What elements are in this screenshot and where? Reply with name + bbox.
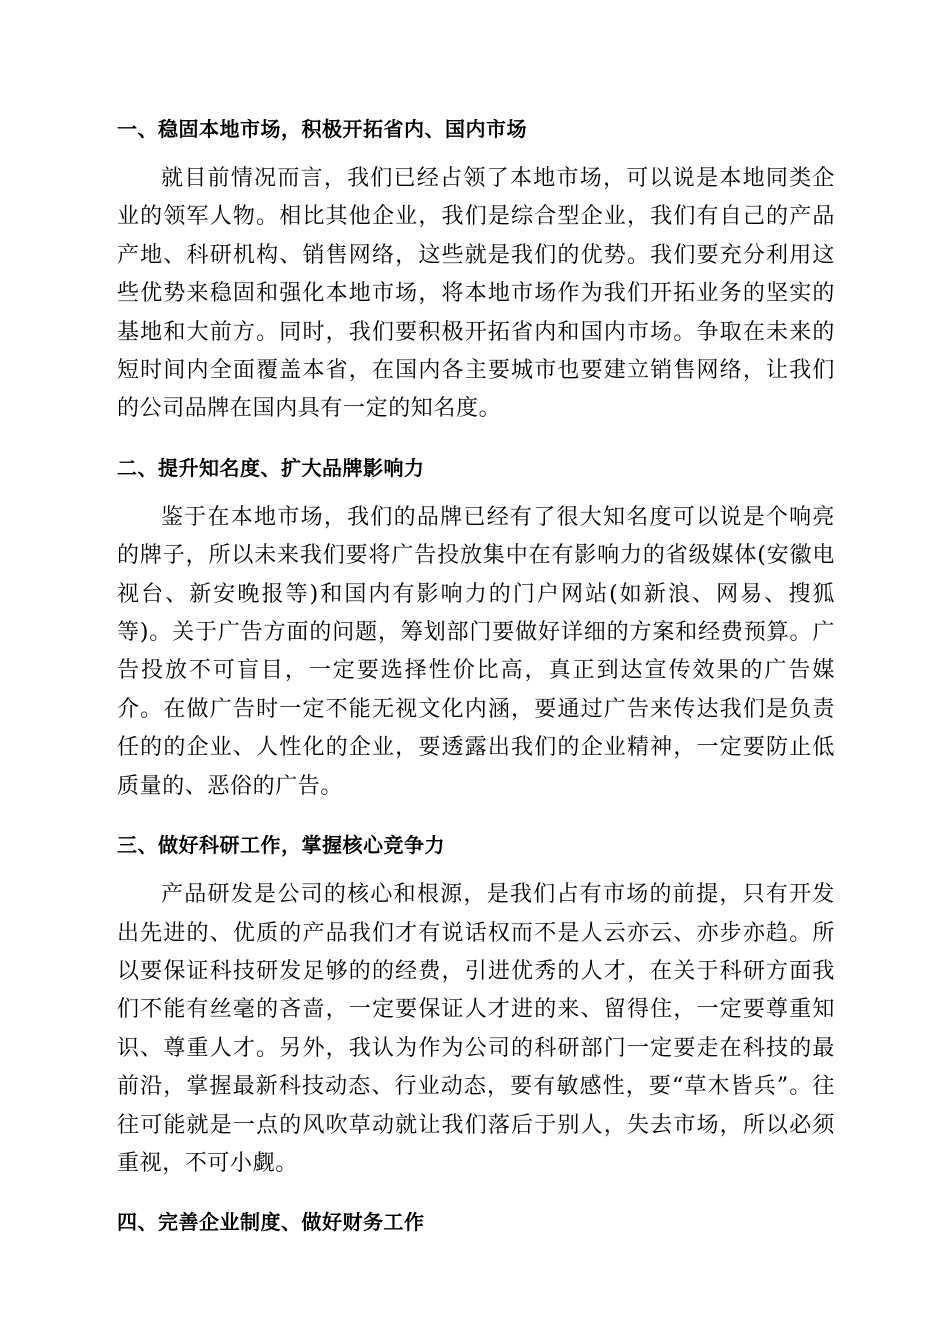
document-page [117, 110, 835, 1241]
section-3-heading: 三、做好科研工作，掌握核心竞争力 [117, 833, 445, 858]
section-1-paragraph: 就目前情况而言，我们已经占领了本地市场，可以说是本地同类企业的领军人物。相比其他企业，我们是综合型企业，我们有自己的产品产地、科研机构、销售网络，这些就是我们的优势。我们要充分利用这些优势来稳固和强化本地市场，将本地市场作为我们开拓业务的坚实的基地和大前方。同时，我们要积极开拓省内和国内市场。争取在未来的短时间内全面覆盖本省，在国内各主要城市也要建立销售网络，让我们的公司品牌在国内具有一定的知名度。 [117, 166, 835, 422]
section-1-heading: 一、稳固本地市场，积极开拓省内、国内市场 [117, 117, 527, 141]
section-2-heading: 二、提升知名度、扩大品牌影响力 [117, 455, 425, 480]
section-4-heading: 四、完善企业制度、做好财务工作 [117, 1210, 425, 1235]
section-2-paragraph: 鉴于在本地市场，我们的品牌已经有了很大知名度可以说是个响亮的牌子，所以未来我们要将广告投放集中在有影响力的省级媒体(安徽电视台、新安晚报等)和国内有影响力的门户网站(如新浪、网易、搜狐等)。关于广告方面的问题，筹划部门要做好详细的方案和经费预算。广告投放不可盲目，一定要选择性价比高，真正到达宣传效果的广告媒介。在做广告时一定不能无视文化内涵，要通过广告来传达我们是负责任的的企业、人性化的企业，要透露出我们的企业精神，一定要防止低质量的、恶俗的广告。 [117, 504, 835, 799]
section-3-paragraph: 产品研发是公司的核心和根源，是我们占有市场的前提，只有开发出先进的、优质的产品我们才有说话权而不是人云亦云、亦步亦趋。所以要保证科技研发足够的的经费，引进优秀的人才，在关于科研方面我们不能有丝毫的吝啬，一定要保证人才进的来、留得住，一定要尊重知识、尊重人才。另外，我认为作为公司的科研部门一定要走在科技的最前沿，掌握最新科技动态、行业动态，要有敏感性，要“草木皆兵”。往往可能就是一点的风吹草动就让我们落后于别人，失去市场，所以必须重视，不可小觑。 [117, 882, 835, 1176]
